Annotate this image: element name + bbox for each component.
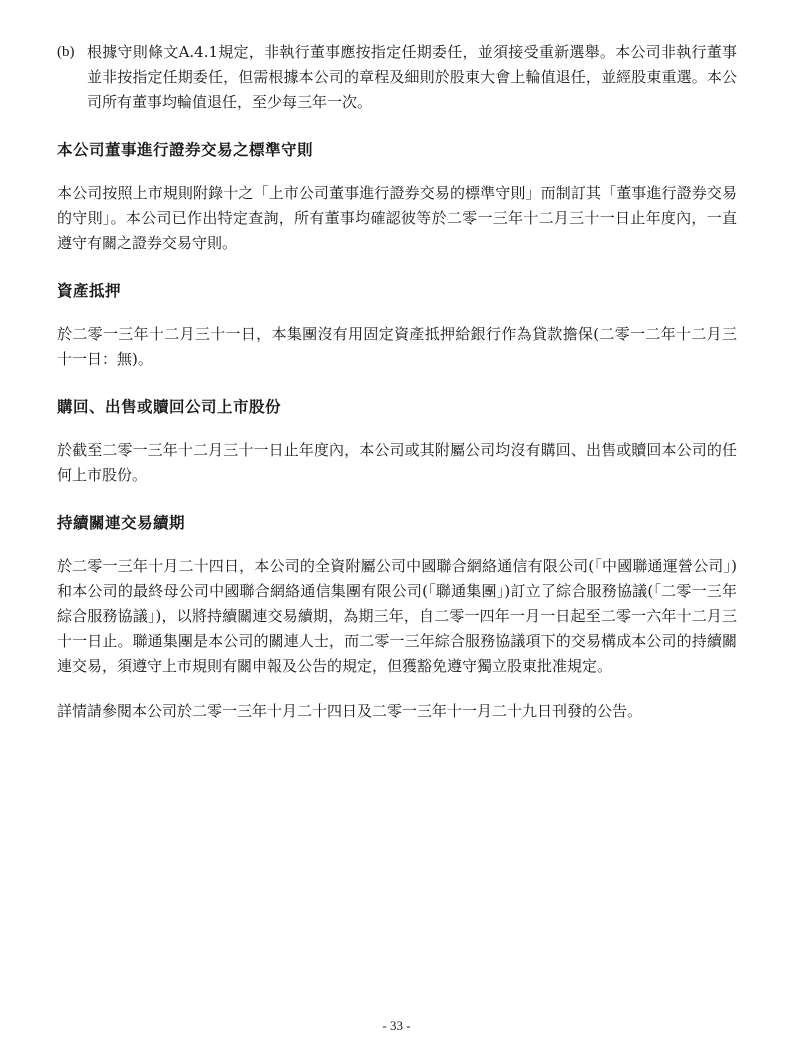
- list-item-text: 根據守則條文A.4.1規定，非執行董事應按指定任期委任，並須接受重新選舉。本公司非執行董事並非按指定任期委任，但需根據本公司的章程及細則於股東大會上輪值退任，並經股東重選。本公司所有董事均輪值退任，至少每三年一次。: [87, 43, 737, 111]
- list-marker: (b): [57, 44, 75, 60]
- paragraph-announcement-reference: 詳情請參閱本公司於二零一三年十月二十四日及二零一三年十一月二十九日刊發的公告。: [57, 702, 643, 720]
- document-page: [57, 40, 737, 724]
- paragraph-connected-transactions: 於二零一三年十月二十四日，本公司的全資附屬公司中國聯合網絡通信有限公司(「中國聯通運營公司」)和本公司的最終母公司中國聯合網絡通信集團有限公司(「聯通集團」)訂立了綜合服務協議(「二零一三年綜合服務協議」)，以將持續關連交易續期，為期三年，自二零一四年一月一日起至二零一六年十二月三十一日止。聯通集團是本公司的關連人士，而二零一三年綜合服務協議項下的交易構成本公司的持續關連交易，須遵守上市規則有關申報及公告的規定，但獲豁免遵守獨立股東批准規定。: [57, 557, 737, 675]
- paragraph-securities-code: 本公司按照上市規則附錄十之「上市公司董事進行證券交易的標準守則」而制訂其「董事進行證券交易的守則」。本公司已作出特定查詢，所有董事均確認彼等於二零一三年十二月三十一日止年度內，一直遵守有關之證券交易守則。: [57, 184, 737, 252]
- heading-connected-transactions: 持續關連交易續期: [57, 514, 186, 532]
- heading-asset-pledge: 資產抵押: [57, 282, 122, 300]
- list-item-b: [57, 40, 737, 115]
- paragraph-share-repurchase: 於截至二零一三年十二月三十一日止年度內，本公司或其附屬公司均沒有購回、出售或贖回本公司的任何上市股份。: [57, 441, 737, 484]
- paragraph-asset-pledge: 於二零一三年十二月三十一日，本集團沒有用固定資產抵押給銀行作為貸款擔保(二零一二年十二月三十一日：無)。: [57, 325, 737, 368]
- heading-securities-code: 本公司董事進行證券交易之標準守則: [57, 141, 314, 159]
- heading-share-repurchase: 購回、出售或贖回公司上市股份: [57, 398, 282, 416]
- page-number: - 33 -: [382, 1018, 411, 1033]
